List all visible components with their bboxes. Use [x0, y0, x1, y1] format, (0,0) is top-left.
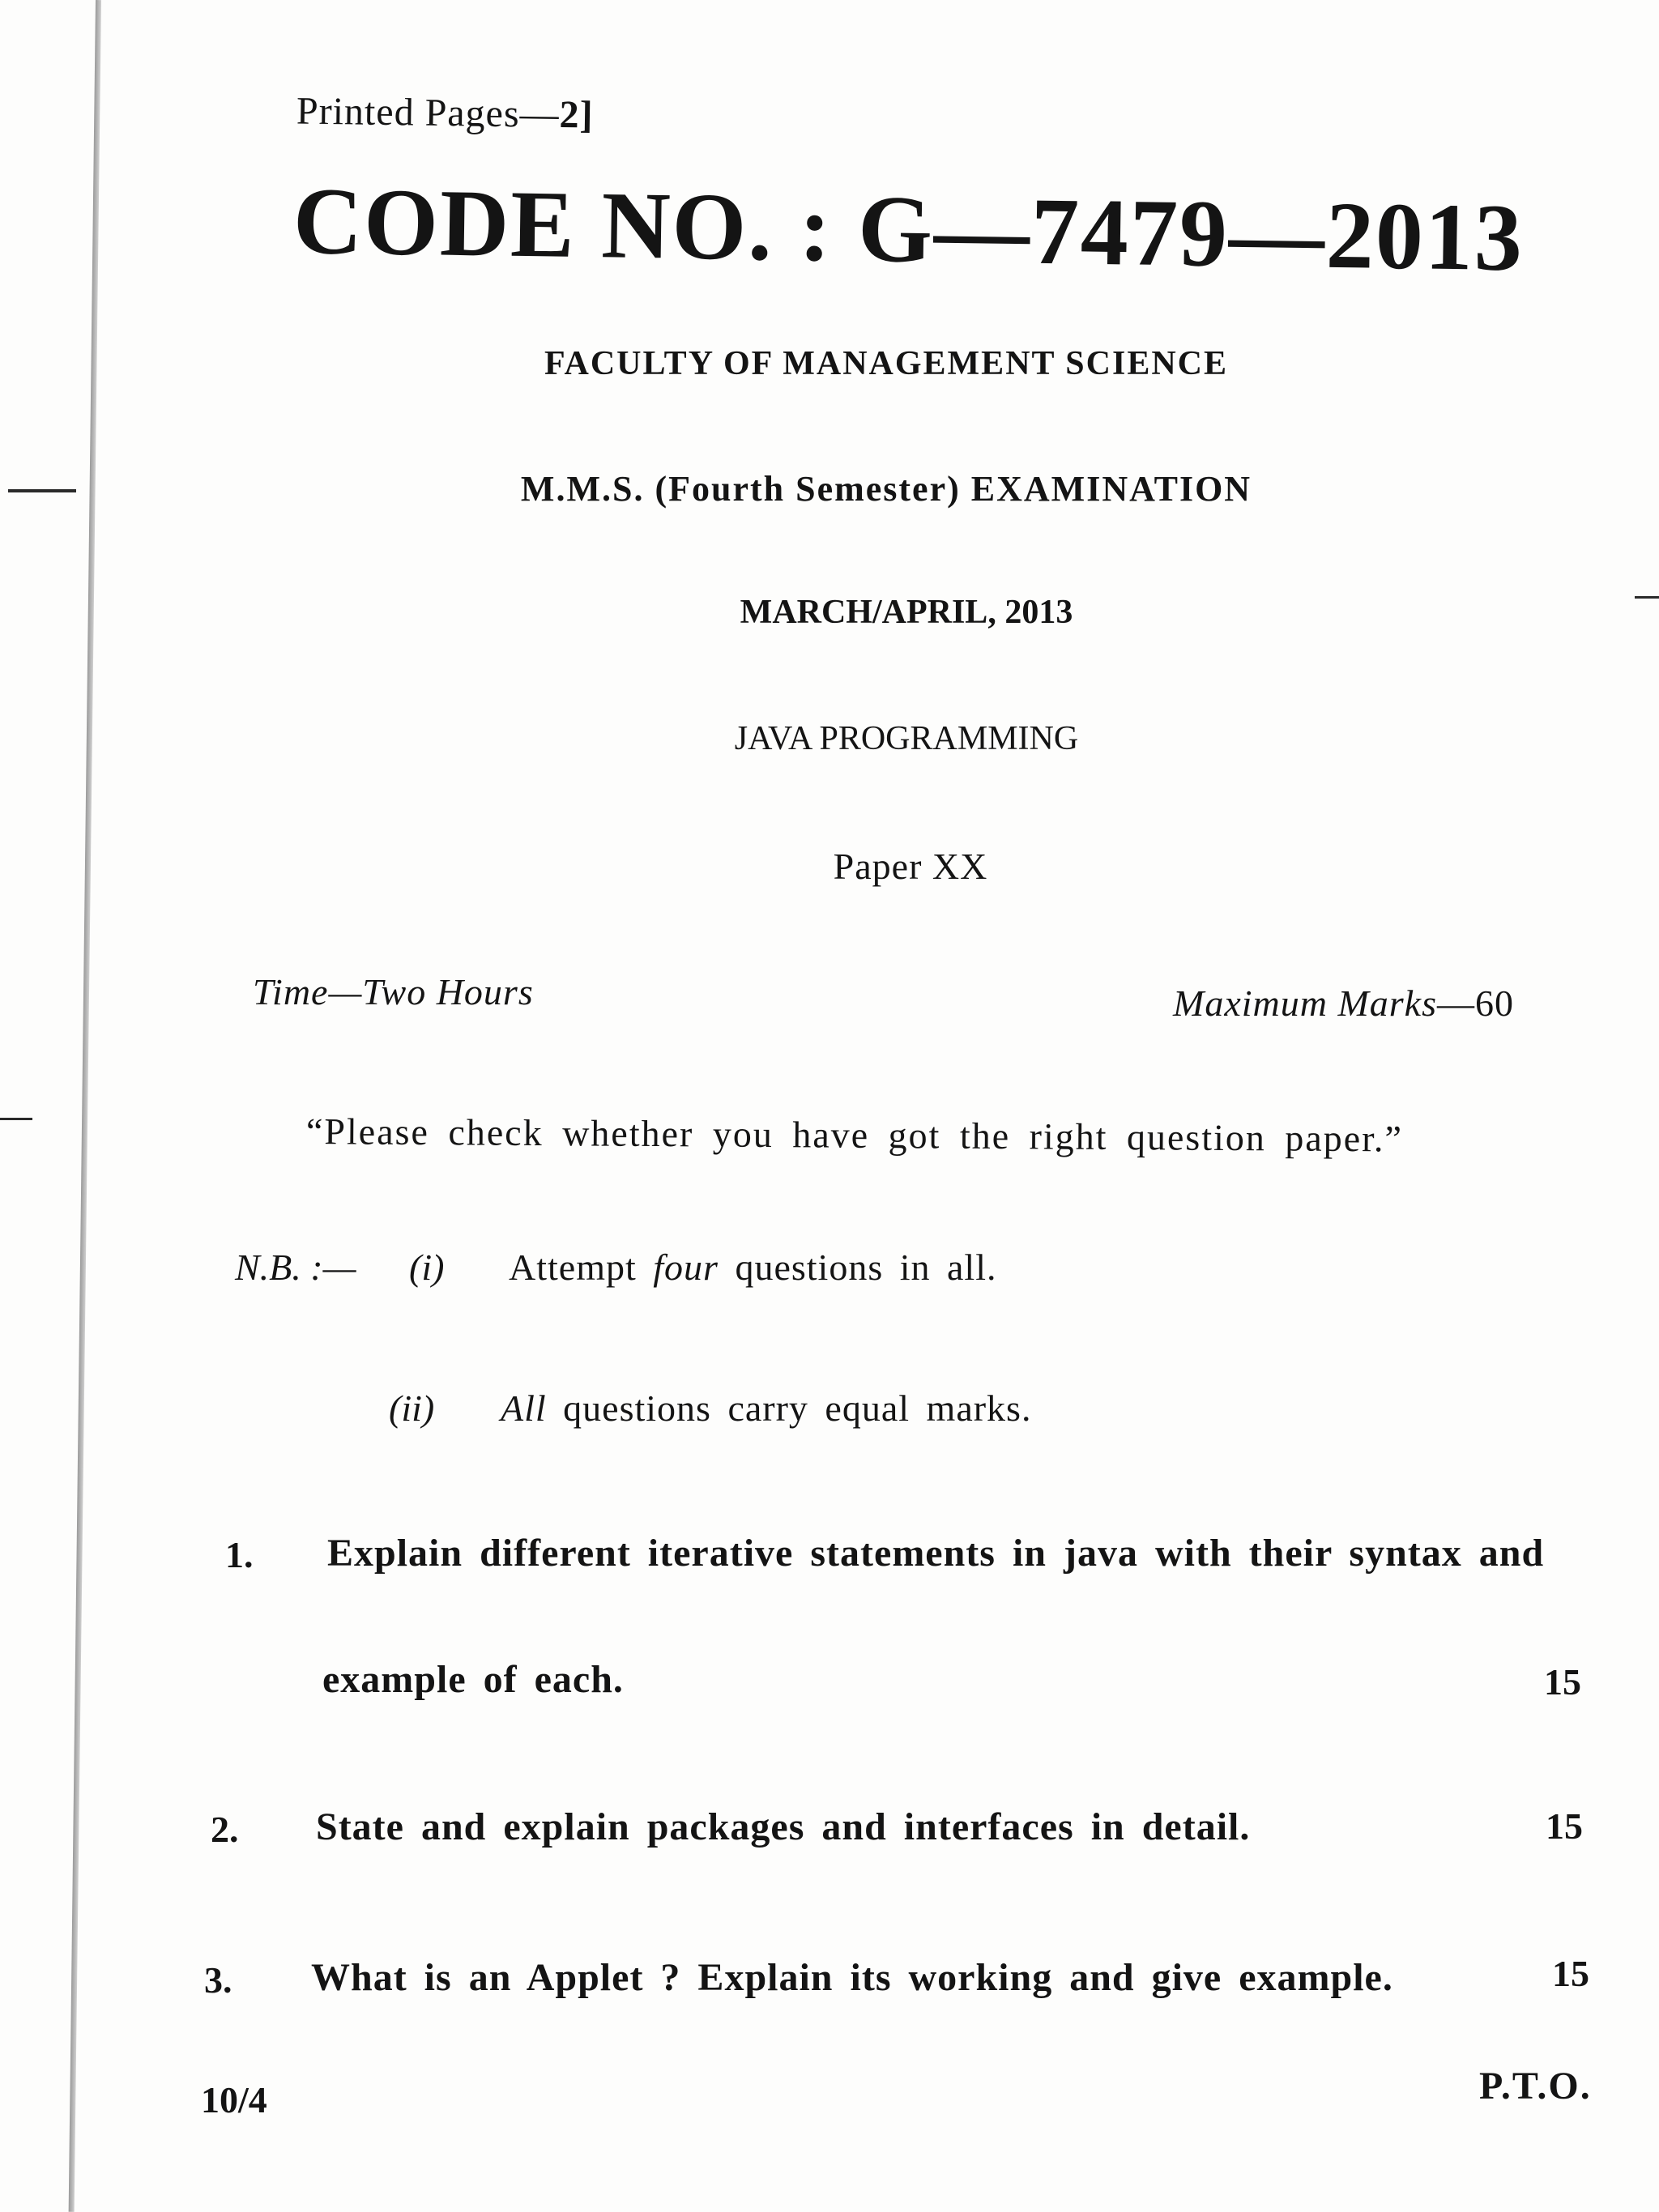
question-number: 1. [225, 1534, 254, 1575]
exam-heading: M.M.S. (Fourth Semester) EXAMINATION [520, 469, 1252, 509]
code-number-heading: CODE NO. : G—7479—2013 [292, 168, 1525, 292]
maximum-marks [1173, 982, 1514, 1025]
instruction-item [509, 1246, 997, 1289]
instruction-emphasis: four [653, 1247, 719, 1288]
question-marks: 15 [1552, 1953, 1589, 1994]
printed-pages-note [296, 88, 594, 137]
instruction-item [501, 1387, 1031, 1430]
instruction-text: questions in all. [718, 1247, 997, 1288]
subject-heading: JAVA PROGRAMMING [734, 720, 1079, 757]
instruction-text: questions carry equal marks. [546, 1387, 1032, 1429]
question-marks: 15 [1546, 1805, 1583, 1847]
instruction-emphasis: All [501, 1387, 547, 1429]
printed-pages-value: 2] [559, 92, 594, 137]
question-number: 3. [204, 1959, 232, 2001]
question-text: Explain different iterative statements in java with their syntax and [327, 1532, 1545, 1575]
question-text: State and explain packages and interfaces in detail. [316, 1805, 1251, 1848]
scan-mark [0, 1118, 32, 1120]
session-heading: MARCH/APRIL, 2013 [740, 594, 1073, 631]
nb-label: N.B. :— [235, 1247, 356, 1288]
footer-code: 10/4 [201, 2079, 267, 2120]
check-paper-notice: “Please check whether you have got the right question paper.” [305, 1110, 1404, 1160]
pto-label: P.T.O. [1479, 2065, 1592, 2108]
faculty-heading: FACULTY OF MANAGEMENT SCIENCE [544, 345, 1229, 382]
maximum-marks-value: —60 [1437, 982, 1514, 1024]
instruction-number: (i) [409, 1247, 445, 1288]
paper-heading: Paper XX [833, 846, 988, 887]
question-text: example of each. [322, 1658, 624, 1701]
binding-edge-line [69, 0, 101, 2212]
question-text: What is an Applet ? Explain its working and give example. [311, 1956, 1393, 1999]
maximum-marks-label: Maximum Marks [1173, 982, 1437, 1024]
time-allowed: Time—Two Hours [253, 971, 534, 1012]
instruction-number: (ii) [389, 1387, 435, 1429]
question-marks: 15 [1544, 1661, 1581, 1703]
printed-pages-label: Printed Pages— [296, 89, 560, 136]
question-number: 2. [211, 1809, 239, 1850]
instruction-text: Attempt [509, 1247, 654, 1288]
